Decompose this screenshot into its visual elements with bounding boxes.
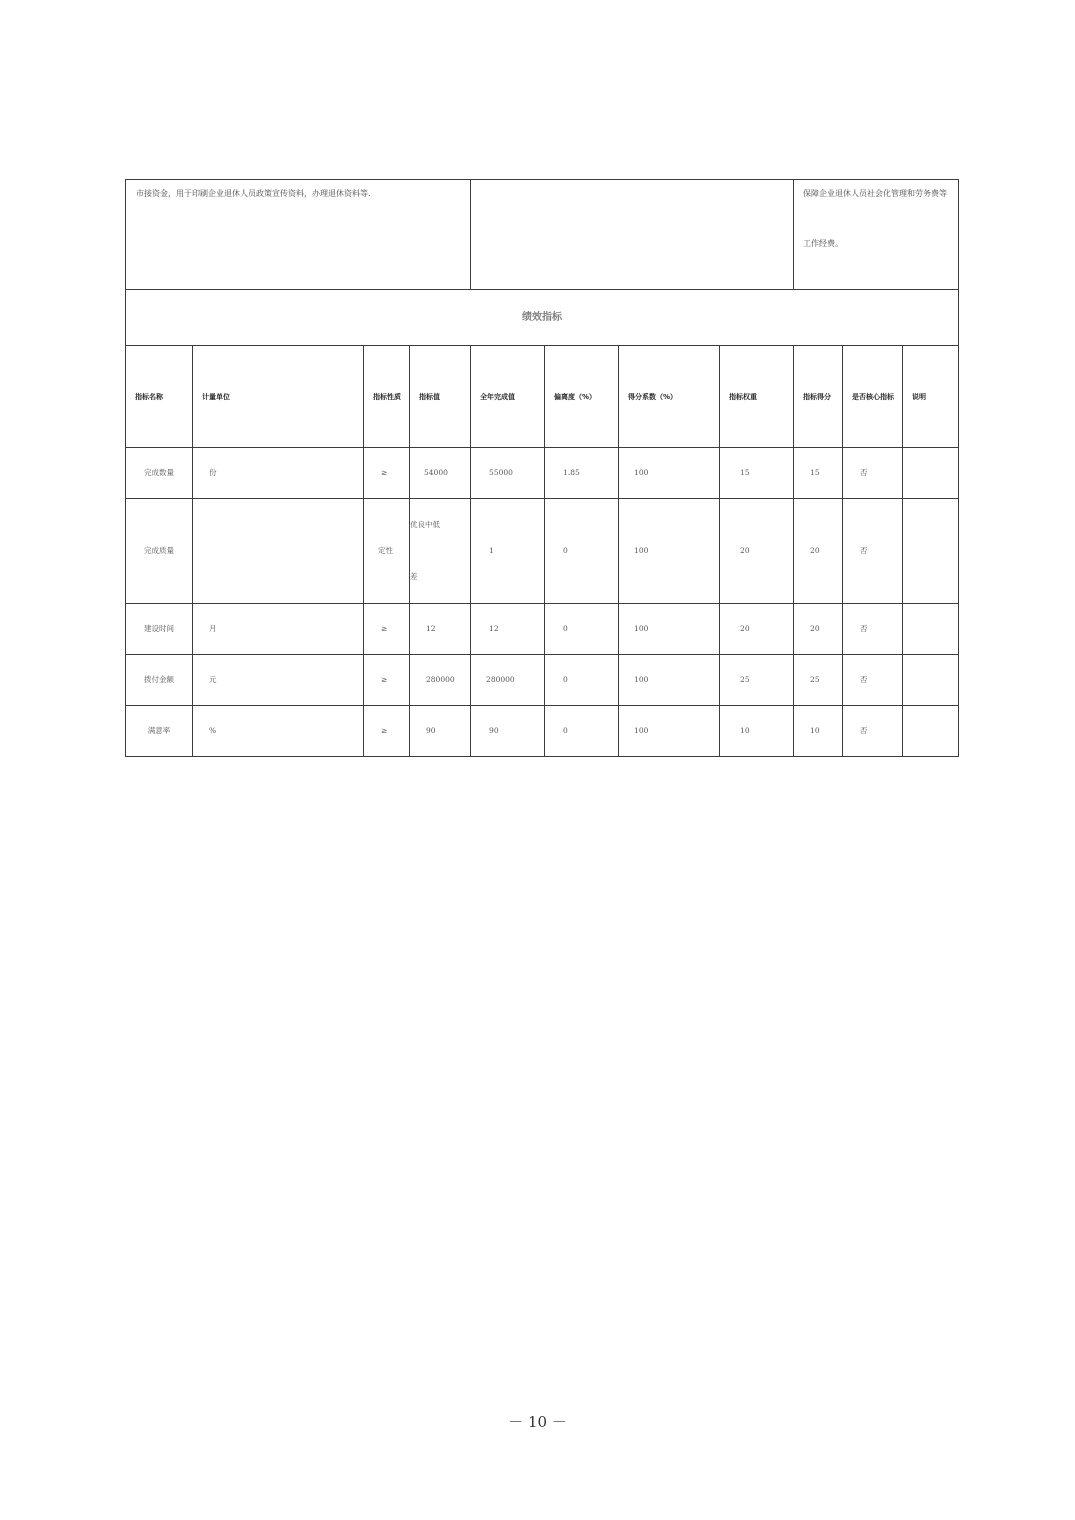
cell-target bbox=[410, 499, 471, 604]
cell-deviation: 0 bbox=[545, 604, 619, 655]
cell-core: 否 bbox=[843, 448, 903, 499]
cell-deviation: 0 bbox=[545, 706, 619, 757]
cell-deviation: 0 bbox=[545, 655, 619, 706]
header-name: 指标名称 bbox=[126, 346, 193, 448]
cell-note bbox=[903, 655, 959, 706]
cell-name: 建设时间 bbox=[126, 604, 193, 655]
description-left-cell: 市接资金，用于印刷企业退休人员政策宣传资料，办理退休资料等. bbox=[126, 180, 471, 290]
cell-unit: 份 bbox=[193, 448, 364, 499]
cell-actual: 55000 bbox=[471, 448, 545, 499]
cell-weight: 15 bbox=[720, 448, 794, 499]
cell-score: 20 bbox=[794, 604, 843, 655]
description-right-cell bbox=[794, 180, 959, 290]
cell-target: 280000 bbox=[410, 655, 471, 706]
header-core: 是否核心指标 bbox=[843, 346, 903, 448]
cell-actual: 280000 bbox=[471, 655, 545, 706]
cell-nature: 定性 bbox=[364, 499, 410, 604]
cell-unit: 元 bbox=[193, 655, 364, 706]
cell-target: 90 bbox=[410, 706, 471, 757]
cell-core: 否 bbox=[843, 499, 903, 604]
table-row bbox=[126, 604, 959, 655]
cell-score: 20 bbox=[794, 499, 843, 604]
cell-unit: 月 bbox=[193, 604, 364, 655]
cell-note bbox=[903, 604, 959, 655]
cell-deviation: 1.85 bbox=[545, 448, 619, 499]
description-middle-cell bbox=[471, 180, 794, 290]
cell-score: 15 bbox=[794, 448, 843, 499]
header-row bbox=[126, 346, 959, 448]
cell-actual: 1 bbox=[471, 499, 545, 604]
cell-nature: ≥ bbox=[364, 655, 410, 706]
header-coefficient: 得分系数（%） bbox=[619, 346, 720, 448]
cell-note bbox=[903, 499, 959, 604]
cell-core: 否 bbox=[843, 604, 903, 655]
cell-coefficient: 100 bbox=[619, 655, 720, 706]
cell-coefficient: 100 bbox=[619, 706, 720, 757]
section-title-row bbox=[126, 290, 959, 346]
header-deviation: 偏离度（%） bbox=[545, 346, 619, 448]
header-score: 指标得分 bbox=[794, 346, 843, 448]
performance-table bbox=[125, 179, 959, 757]
cell-core: 否 bbox=[843, 706, 903, 757]
cell-name: 完成质量 bbox=[126, 499, 193, 604]
cell-weight: 25 bbox=[720, 655, 794, 706]
header-weight: 指标权重 bbox=[720, 346, 794, 448]
cell-unit: % bbox=[193, 706, 364, 757]
cell-nature: ≥ bbox=[364, 448, 410, 499]
page-number: － 10 － bbox=[508, 1413, 567, 1431]
cell-name: 拨付金额 bbox=[126, 655, 193, 706]
cell-note bbox=[903, 706, 959, 757]
cell-target-text: 优良中低差 bbox=[410, 520, 440, 581]
cell-weight: 10 bbox=[720, 706, 794, 757]
cell-name: 完成数量 bbox=[126, 448, 193, 499]
table-row bbox=[126, 499, 959, 604]
cell-name: 满意率 bbox=[126, 706, 193, 757]
header-nature: 指标性质 bbox=[364, 346, 410, 448]
description-right-text: 保障企业退休人员社会化管理和劳务费等工作经费。 bbox=[803, 189, 948, 248]
table-row bbox=[126, 448, 959, 499]
cell-deviation: 0 bbox=[545, 499, 619, 604]
description-row bbox=[126, 180, 959, 290]
cell-score: 10 bbox=[794, 706, 843, 757]
cell-coefficient: 100 bbox=[619, 448, 720, 499]
section-title: 绩效指标 bbox=[126, 290, 959, 346]
cell-target: 12 bbox=[410, 604, 471, 655]
cell-core: 否 bbox=[843, 655, 903, 706]
cell-actual: 90 bbox=[471, 706, 545, 757]
cell-coefficient: 100 bbox=[619, 604, 720, 655]
header-actual: 全年完成值 bbox=[471, 346, 545, 448]
cell-nature: ≥ bbox=[364, 706, 410, 757]
cell-score: 25 bbox=[794, 655, 843, 706]
cell-target: 54000 bbox=[410, 448, 471, 499]
cell-nature: ≥ bbox=[364, 604, 410, 655]
cell-weight: 20 bbox=[720, 604, 794, 655]
header-unit: 计量单位 bbox=[193, 346, 364, 448]
table-row bbox=[126, 706, 959, 757]
cell-unit bbox=[193, 499, 364, 604]
table-row bbox=[126, 655, 959, 706]
header-note: 说明 bbox=[903, 346, 959, 448]
cell-coefficient: 100 bbox=[619, 499, 720, 604]
header-target: 指标值 bbox=[410, 346, 471, 448]
cell-note bbox=[903, 448, 959, 499]
cell-weight: 20 bbox=[720, 499, 794, 604]
cell-actual: 12 bbox=[471, 604, 545, 655]
